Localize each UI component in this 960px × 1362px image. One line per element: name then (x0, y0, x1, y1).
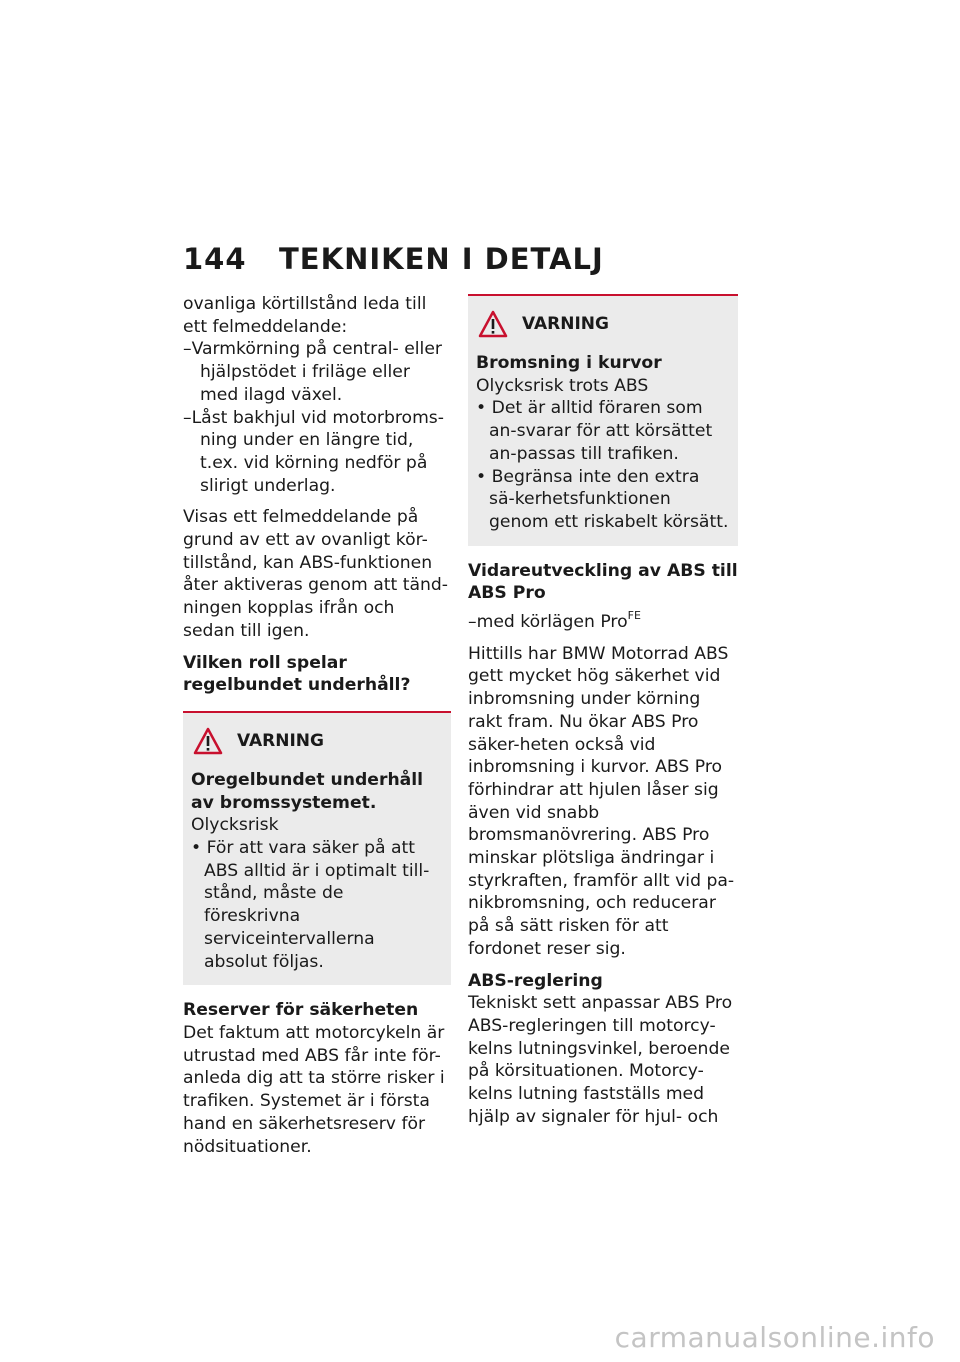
warning-header (476, 310, 730, 338)
warning-bullet: • Det är alltid föraren som an-svarar för att körsättet an-passas till trafiken. (476, 398, 713, 464)
left-column (183, 293, 451, 1167)
warning-triangle-icon (478, 310, 508, 338)
section-heading: ABS-reglering (468, 970, 603, 991)
section-heading: Vilken roll spelar regelbundet underhåll? (183, 652, 411, 696)
dash-item: –Låst bakhjul vid motorbroms-ning under en längre tid, t.ex. vid körning nedför på slirigt underlag. (183, 407, 444, 496)
warning-bullet: • Begränsa inte den extra sä-kerhetsfunktionen genom ett riskabelt körsätt. (476, 466, 729, 532)
section-heading: Reserver för säkerheten (183, 1000, 419, 1021)
section-title: TEKNIKEN I DETALJ (279, 242, 604, 276)
subheading-text: –med körlägen Pro (468, 612, 628, 633)
warning-title: Oregelbundet underhåll av bromssystemet. (191, 769, 424, 813)
warning-header (191, 727, 443, 755)
warning-risk: Olycksrisk (191, 815, 279, 836)
paragraph: Hittills har BMW Motorrad ABS gett mycket hög säkerhet vid inbromsning under körning rakt fram. Nu ökar ABS Pro säker-heten också vid inbromsning i kurvor. ABS Pro förhindrar att hjulen låser sig även vid snabb bromsmanövrering. ABS Pro minskar plötsliga ändringar i styrkraften, framför allt vid pa-nikbromsning, och reducerar på så sätt risken för att fordonet reser sig. (468, 643, 735, 959)
warning-box (183, 711, 451, 985)
superscript: FE (627, 609, 641, 623)
page-number: 144 (183, 242, 247, 276)
warning-label: VARNING (522, 313, 609, 334)
warning-label: VARNING (237, 730, 324, 751)
section-heading: Vidareutveckling av ABS till ABS Pro (468, 560, 738, 604)
watermark: carmanualsonline.info (614, 1321, 935, 1354)
page-header (183, 242, 604, 276)
warning-box (468, 294, 738, 546)
subheading (468, 605, 738, 634)
warning-risk: Olycksrisk trots ABS (476, 375, 649, 396)
warning-bullet: • För att vara säker på att ABS alltid är i optimalt till-stånd, måste de föreskrivna serviceintervallerna absolut följas. (191, 838, 430, 972)
warning-triangle-icon (193, 727, 223, 755)
paragraph: Det faktum att motorcykeln är utrustad med ABS får inte för-anleda dig att ta större risker i trafiken. Systemet är i första hand en säkerhetsreserv för nödsituationer. (183, 1022, 445, 1157)
intro-text: ovanliga körtillstånd leda till ett felmeddelande: (183, 294, 427, 337)
right-column (468, 294, 738, 1138)
paragraph: Tekniskt sett anpassar ABS Pro ABS-regleringen till motorcy-kelns lutningsvinkel, beroende på körsituationen. Motorcy-kelns lutning fastställs med hjälp av signaler för hjul- och (468, 993, 733, 1127)
dash-item: –Varmkörning på central- eller hjälpstödet i friläge eller med ilagd växel. (183, 339, 442, 405)
paragraph: Visas ett felmeddelande på grund av ett av ovanligt kör-tillstånd, kan ABS-funktionen åter aktiveras genom att tänd-ningen kopplas ifrån och sedan till igen. (183, 507, 448, 641)
warning-title: Bromsning i kurvor (476, 353, 662, 373)
